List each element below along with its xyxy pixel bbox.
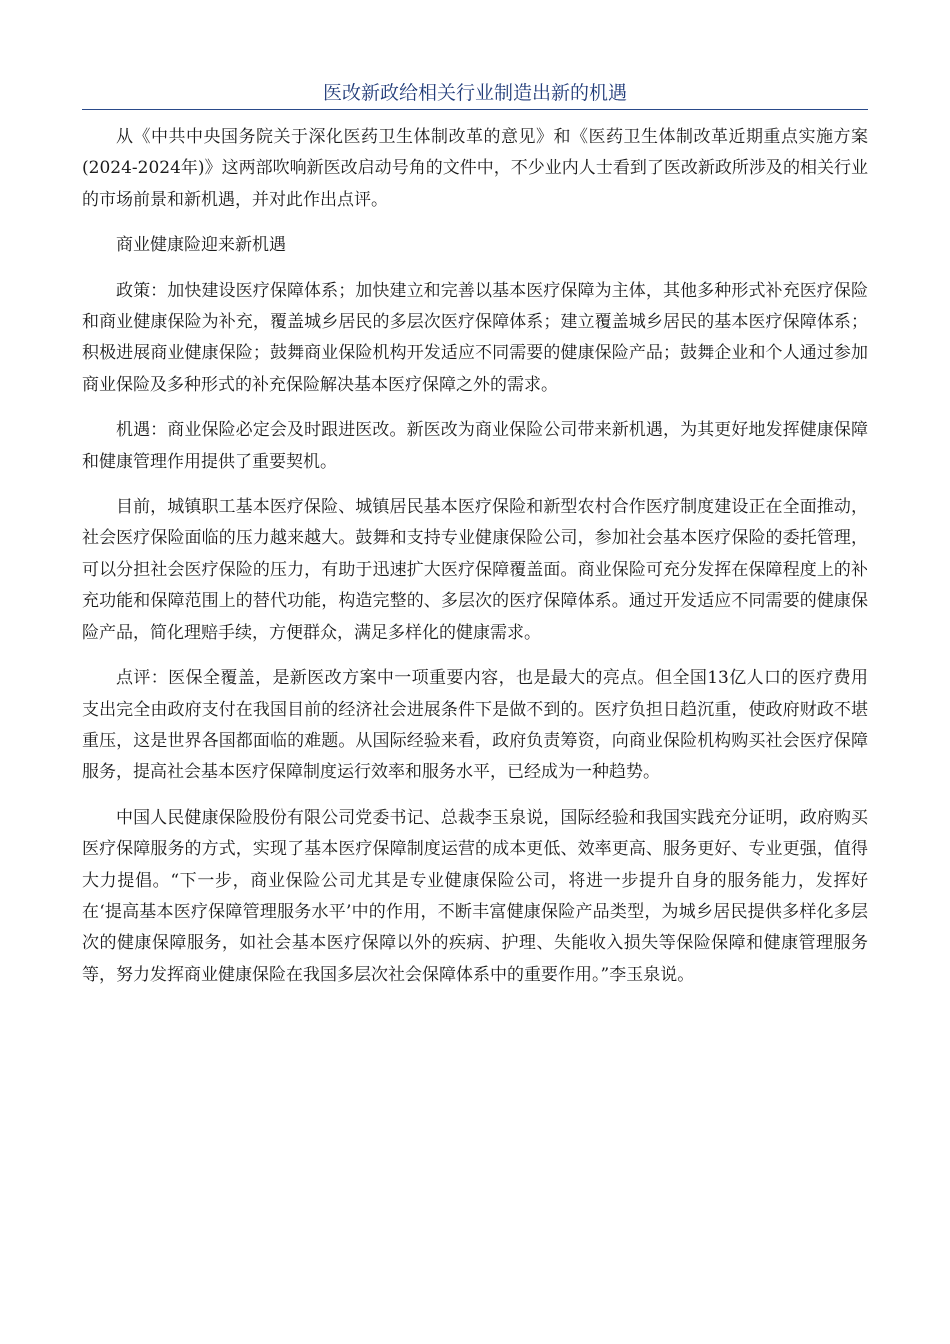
commentary-paragraph: 点评：医保全覆盖，是新医改方案中一项重要内容，也是最大的亮点。但全国13亿人口的医疗费用支出完全由政府支付在我国目前的经济社会进展条件下是做不到的。医疗负担日趋沉重，使政府财政不堪重压，这是世界各国都面临的难题。从国际经验来看，政府负责筹资，向商业保险机构购买社会医疗保障服务，提高社会基本医疗保障制度运行效率和服务水平，已经成为一种趋势。	[82, 668, 868, 783]
current-status-paragraph: 目前，城镇职工基本医疗保险、城镇居民基本医疗保险和新型农村合作医疗制度建设正在全面推动，社会医疗保险面临的压力越来越大。鼓舞和支持专业健康保险公司，参加社会基本医疗保险的委托管理，可以分担社会医疗保险的压力，有助于迅速扩大医疗保障覆盖面。商业保险可充分发挥在保障程度上的补充功能和保障范围上的替代功能，构造完整的、多层次的医疗保障体系。通过开发适应不同需要的健康保险产品，简化理赔手续，方便群众，满足多样化的健康需求。	[82, 497, 868, 643]
intro-paragraph: 从《中共中央国务院关于深化医药卫生体制改革的意见》和《医药卫生体制改革近期重点实施方案(2024-2024年)》这两部吹响新医改启动号角的文件中，不少业内人士看到了医改新政所涉及的相关行业的市场前景和新机遇，并对此作出点评。	[82, 127, 868, 210]
policy-paragraph: 政策：加快建设医疗保障体系；加快建立和完善以基本医疗保障为主体，其他多种形式补充医疗保险和商业健康保险为补充，覆盖城乡居民的多层次医疗保障体系；建立覆盖城乡居民的基本医疗保障体系；积极进展商业健康保险；鼓舞商业保险机构开发适应不同需要的健康保险产品；鼓舞企业和个人通过参加商业保险及多种形式的补充保险解决基本医疗保障之外的需求。	[82, 280, 868, 395]
quote-paragraph: 中国人民健康保险股份有限公司党委书记、总裁李玉泉说，国际经验和我国实践充分证明，政府购买医疗保障服务的方式，实现了基本医疗保障制度运营的成本更低、效率更高、服务更好、专业更强，值得大力提倡。“下一步，商业保险公司尤其是专业健康保险公司，将进一步提升自身的服务能力，发挥好在‘提高基本医疗保障管理服务水平’中的作用，不断丰富健康保险产品类型，为城乡居民提供多样化多层次的健康保障服务，如社会基本医疗保障以外的疾病、护理、失能收入损失等保险保障和健康管理服务等，努力发挥商业健康保险在我国多层次社会保障体系中的重要作用。”李玉泉说。	[82, 807, 868, 985]
opportunity-paragraph: 机遇：商业保险必定会及时跟进医改。新医改为商业保险公司带来新机遇，为其更好地发挥健康保障和健康管理作用提供了重要契机。	[82, 420, 868, 472]
document-page	[82, 78, 868, 1005]
page-header-title: 医改新政给相关行业制造出新的机遇	[82, 78, 868, 110]
section-heading: 商业健康险迎来新机遇	[116, 235, 286, 256]
